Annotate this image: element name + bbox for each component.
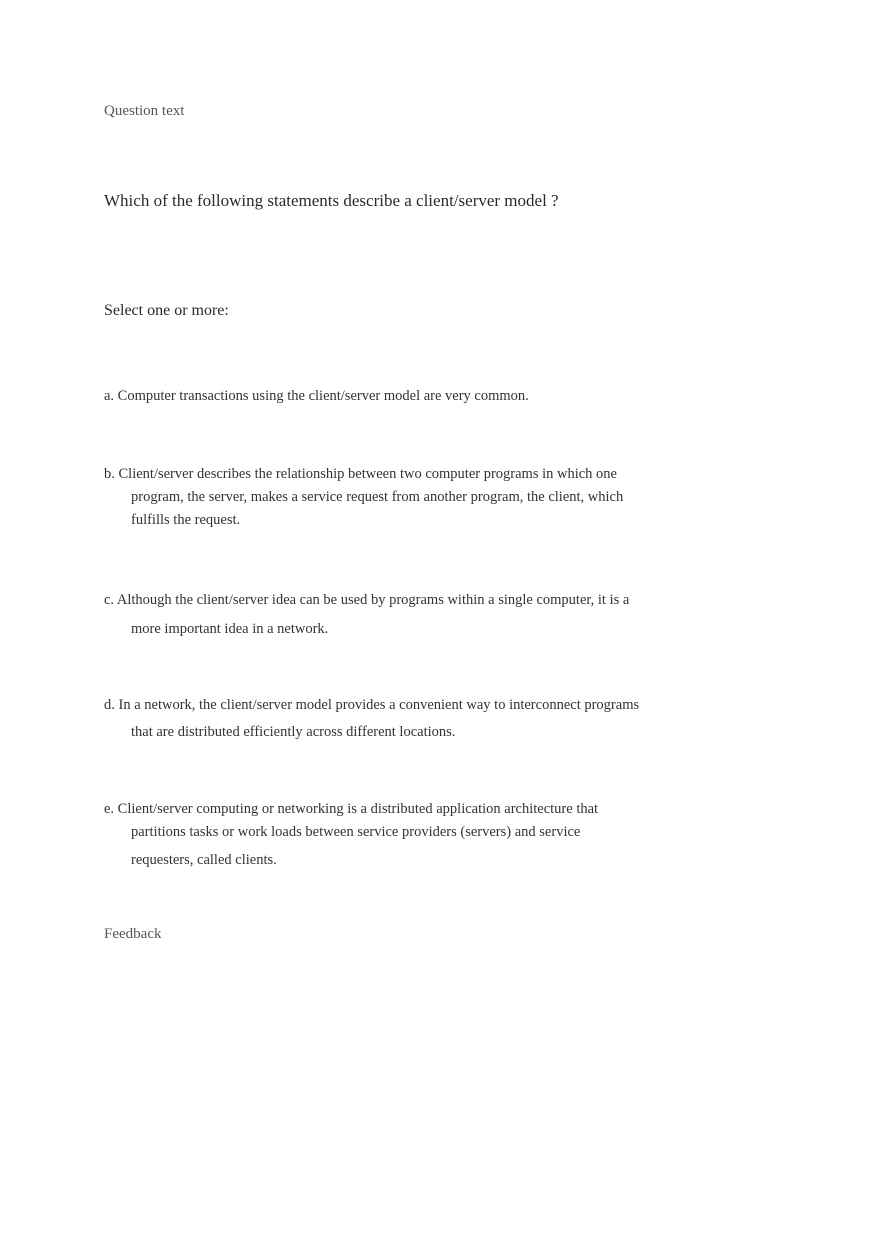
option-e-line-2: partitions tasks or work loads between service providers (servers) and service bbox=[131, 824, 581, 840]
option-b[interactable] bbox=[104, 463, 684, 532]
option-c-line-1: c. Although the client/server idea can be used by programs within a single computer, it is a bbox=[104, 592, 630, 608]
option-c[interactable] bbox=[104, 586, 684, 644]
option-e-line-3: requesters, called clients. bbox=[131, 852, 277, 868]
option-a-line-1: a. Computer transactions using the client/server model are very common. bbox=[104, 388, 529, 404]
option-b-line-1: b. Client/server describes the relationship between two computer programs in which one bbox=[104, 466, 617, 482]
question-text-label: Question text bbox=[104, 103, 185, 119]
question-prompt: Which of the following statements describe a client/server model ? bbox=[104, 191, 559, 210]
option-d-line-2: that are distributed efficiently across different locations. bbox=[131, 724, 456, 740]
option-e[interactable] bbox=[104, 798, 684, 876]
feedback-label: Feedback bbox=[104, 926, 162, 942]
selection-instruction: Select one or more: bbox=[104, 302, 229, 319]
option-d-line-1: d. In a network, the client/server model provides a convenient way to interconnect programs bbox=[104, 697, 640, 713]
option-c-line-2: more important idea in a network. bbox=[131, 621, 329, 637]
option-a[interactable] bbox=[104, 386, 684, 406]
option-d[interactable] bbox=[104, 692, 684, 746]
option-b-line-3: fulfills the request. bbox=[131, 512, 241, 528]
option-e-line-1: e. Client/server computing or networking is a distributed application architecture that bbox=[104, 801, 599, 817]
option-b-line-2: program, the server, makes a service request from another program, the client, which bbox=[131, 489, 624, 505]
